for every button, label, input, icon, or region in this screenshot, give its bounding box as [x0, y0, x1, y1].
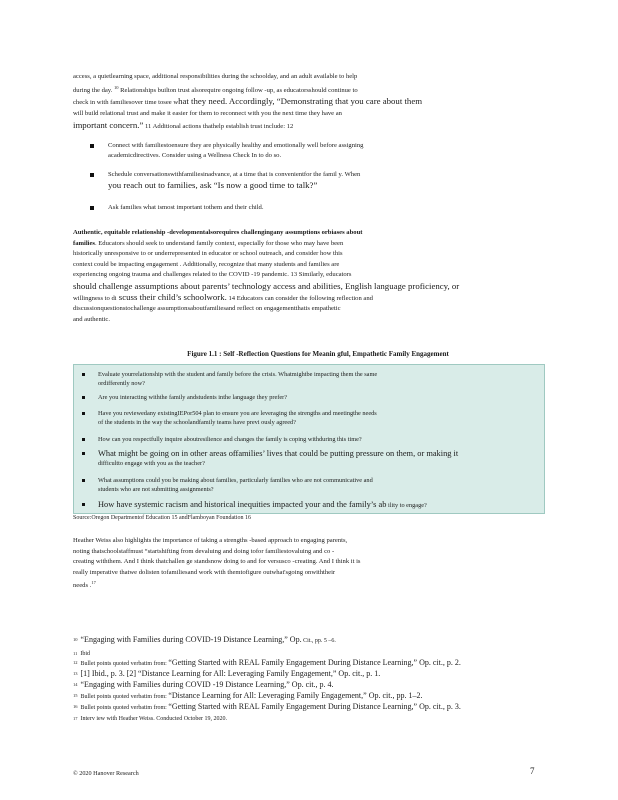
text-line: creating withthem. And I think thatchallen ge standsnow doing to and for versusco -creating. And I think it is	[73, 558, 361, 566]
bullet-icon	[82, 503, 85, 506]
text-line: experiencing ongoing trauma and challenges related to the COVID -19 pandemic. 13 Similarly, educators	[73, 271, 352, 279]
bullet-icon	[82, 373, 85, 376]
text-line: should challenge assumptions about parents’ technology access and abilities, English language proficiency, or	[73, 280, 460, 291]
figure-question: Are you interacting withthe family andstudents inthe language they prefer?	[82, 393, 534, 402]
text-line: check in with familiesover time tosee what they need. Accordingly, “Demonstrating that you care about them	[73, 96, 423, 107]
footnote: $^{16}$ Bullet points quoted verbatim from: “Getting Started with REAL Family Engagement During Distance Learning,” Op. cit., p. 3.	[73, 702, 461, 711]
bullet-item: Ask families what ismost important tothem and their child.	[90, 203, 542, 213]
text-line: willingness to di scuss their child’s schoolwork. 14 Educators can consider the following reflection and	[73, 291, 373, 302]
text-line: during the day. $^{10}$ Relationships builton trust alsorequire ongoing follow -up, as educatorsshould continue to	[73, 84, 358, 94]
figure-question: What might be going on in other areas offamilies’ lives that could be putting pressure on them, or making it difficultto engage with you as the teacher?	[82, 449, 534, 468]
bullet-icon	[90, 144, 94, 148]
text-line: context could be impacting engagement . Additionally, recognize that many students and families are	[73, 260, 340, 268]
text-line: noting thatschoolstaffmust “startshifting from devaluing and doing tofor familiestovaluing and co -	[73, 547, 335, 555]
text-line: access, a quietlearning space, additional responsibilities during the schoolday, and an adult available to help	[73, 73, 358, 80]
figure-question: Have you reviewedany existingIEPor504 plan to ensure you are leveraging the strengths and meetingthe needs of the students in the way the schoolandfamily teams have previ ously agreed?	[82, 409, 534, 428]
intro-paragraph	[73, 72, 545, 132]
bullet-icon	[82, 396, 85, 399]
page-number: 7	[530, 766, 535, 776]
footnote: $^{11}$ Ibid	[73, 651, 91, 657]
footnote: $^{13}$ [1] Ibid., p. 3. [2] “Distance Learning for All: Leveraging Family Engagement,” Op. cit., p. 1.	[73, 669, 381, 678]
equity-paragraph	[73, 228, 545, 325]
text-line: important concern.” 11 Additional actions thathelp establish trust include: 12	[73, 119, 294, 130]
bullet-icon	[82, 452, 85, 455]
bullet-icon	[82, 438, 85, 441]
text-line: Authentic, equitable relationship -developmentalsorequires challengingany assumptions orbiases about	[73, 229, 363, 236]
bullet-item: Connect with familiestoensure they are physically healthy and emotionally well before assigning academicdirectives. Consider using a Wellness Check In to do so.	[90, 141, 542, 162]
bullet-item: Schedule conversationswithfamiliesinadvance, at a time that is convenientfor the famil y. When you reach out to families, ask “Is now a good time to talk?”	[90, 170, 542, 191]
text-line: families. Educators should seek to understand family context, especially for those who may have been	[73, 239, 344, 247]
text-line: will build relational trust and make it easier for them to reconnect with you the next time they have an	[73, 109, 342, 117]
figure-box	[73, 364, 545, 514]
footnote: $^{15}$ Bullet points quoted verbatim from: “Distance Learning for All: Leveraging Family Engagement,” Op. cit., pp. 1–2.	[73, 691, 423, 700]
text-line: needs .$^{17}$	[73, 580, 96, 590]
text-line: really imperative thatwe dolisten tofamiliesand work with themtofigure outwhat'sgoing onwiththeir	[73, 568, 336, 576]
bullet-icon	[82, 479, 85, 482]
footnote: $^{17}$ Interv iew with Heather Weiss. Conducted October 19, 2020.	[73, 716, 228, 722]
bullet-icon	[90, 173, 94, 177]
figure-question: How have systemic racism and historical inequities impacted your and the family’s ab ility to engage?	[82, 500, 534, 510]
figure-question: How can you respectfully inquire aboutresilience and changes the family is coping withduring this time?	[82, 435, 534, 444]
footer-copyright: © 2020 Hanover Research	[73, 770, 139, 777]
weiss-paragraph	[73, 536, 545, 592]
figure-question: What assumptions could you be making about families, particularly families who are not communicative and students who are not submitting assignments?	[82, 476, 534, 495]
footnote: $^{10}$ “Engaging with Families during COVID-19 Distance Learning,” Op. Cit., pp. 5 –6.	[73, 635, 336, 644]
bullet-icon	[82, 412, 85, 415]
text-line: Heather Weiss also highlights the importance of taking a strengths -based approach to engaging parents,	[73, 537, 348, 544]
figure-title: Figure 1.1 : Self -Reflection Questions for Meanin gful, Empathetic Family Engagement	[187, 350, 449, 358]
text-line: and authentic.	[73, 315, 110, 323]
text-line: discussionquestionstochallenge assumptionsaboutfamiliesand reflect on engagementthatis empathetic	[73, 305, 341, 313]
text-line: historically unresponsive to or underrepresented in educator or school outreach, and consider how this	[73, 250, 343, 258]
figure-question: Evaluate yourrelationship with the student and family before the crisis. Whatmightbe impacting them the same ordifferently now?	[82, 370, 534, 389]
bullet-icon	[90, 206, 94, 210]
footnote: $^{14}$ “Engaging with Families during COVID -19 Distance Learning,” Op. cit., p. 4.	[73, 680, 334, 689]
footnote: $^{12}$ Bullet points quoted verbatim from: “Getting Started with REAL Family Engagement During Distance Learning,” Op. cit., p. 2.	[73, 658, 461, 667]
figure-source: Source:Oregon Departmentof Education 15 andFlamboyan Foundation 16	[73, 515, 251, 521]
